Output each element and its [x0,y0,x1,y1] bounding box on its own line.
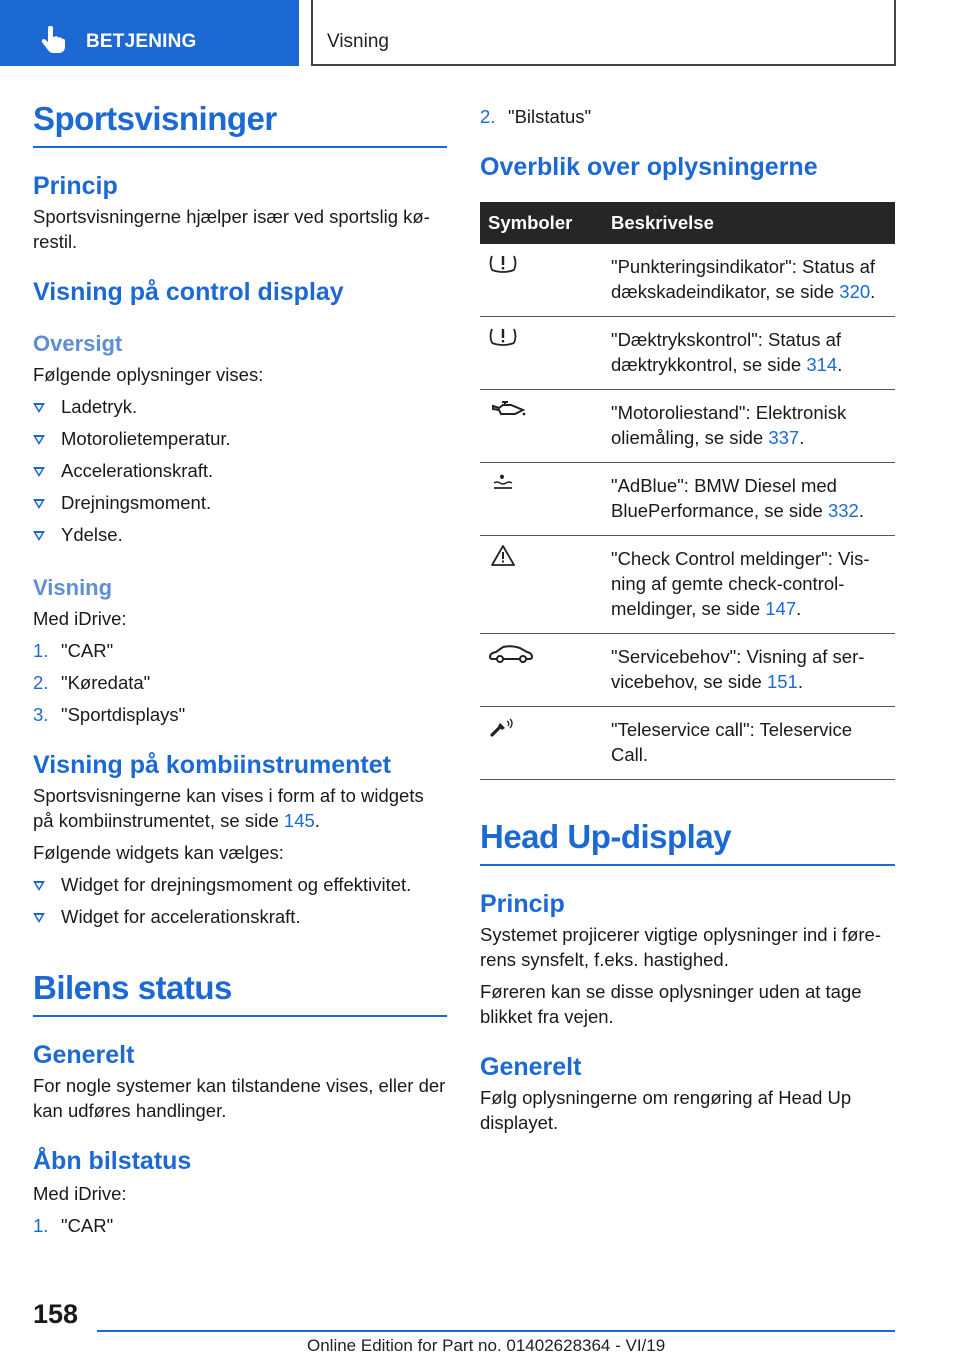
heading-generelt-hud: Generelt [480,1053,582,1081]
widget-list [33,872,447,929]
list-item: 3. "Sportdisplays" [33,704,186,725]
table-row: "Servicebehov": Visning af ser-vicebehov, se side 151. [480,634,895,707]
heading-visning: Visning [33,575,113,600]
oil-can-icon [486,398,530,422]
list-item: 1. "CAR" [33,640,114,661]
table-row: "Teleservice call": Teleservice Call. [480,707,895,780]
page-header [0,0,960,66]
paragraph-princip: Sportsvisningerne hjælper især ved sportslig kø-restil. [33,206,430,252]
paragraph-oversigt: Følgende oplysninger vises: [33,364,264,385]
footer-divider [97,1330,895,1332]
subsection-box [311,0,896,66]
paragraph-princip-hud-1: Systemet projicerer vigtige oplysninger ind i føre-rens synsfelt, f.eks. hastighed. [480,924,881,970]
heading-overblik: Overblik over oplysningerne [480,153,818,181]
list-item: Widget for accelerationskraft. [33,904,447,929]
visning-steps [33,638,447,727]
subsection-label: Visning [327,31,389,52]
bullet-triangle-icon [33,435,45,445]
right-column [480,104,895,1135]
list-item: 1. "CAR" [33,1215,114,1236]
bullet-triangle-icon [33,403,45,413]
page-ref-link[interactable]: 337 [768,427,800,448]
heading-kombiinstrument: Visning på kombiinstrumentet [33,751,391,779]
paragraph-idrive: Med iDrive: [33,608,127,629]
table-row: "Punkteringsindikator": Status af dækskadeindikator, se side 320. [480,244,895,317]
list-item: 2. "Køredata" [33,672,151,693]
table-row: "Check Control meldinger": Vis-ning af gemte check-control-meldinger, se side 147. [480,536,895,634]
heading-princip-hud: Princip [480,890,565,918]
section-tab-label: BETJENING [86,31,197,52]
teleservice-wrench-icon [486,715,520,739]
warning-triangle-icon [486,544,520,568]
paragraph-generelt: For nogle systemer kan tilstandene vises, eller der kan udføres handlinger. [33,1075,446,1121]
heading-oversigt: Oversigt [33,331,123,356]
paragraph-generelt-hud: Følg oplysningerne om rengøring af Head Up displayet. [480,1087,852,1133]
heading-generelt: Generelt [33,1041,135,1069]
heading-sportsvisninger: Sportsvisninger [33,100,447,148]
table-header-row [480,202,895,244]
heading-control-display: Visning på control display [33,278,344,306]
table-row: "Motoroliestand": Elektronisk oliemåling, se side 337. [480,390,895,463]
column-header-symbols: Symboler [480,202,611,244]
list-item: Widget for drejningsmoment og effektivitet. [33,872,447,897]
list-item: Ydelse. [33,522,447,547]
oversigt-list [33,394,447,547]
tire-pressure-icon [486,325,520,349]
heading-bilens-status: Bilens status [33,969,447,1017]
column-header-description: Beskrivelse [611,202,895,244]
list-item: Ladetryk. [33,394,447,419]
list-item: Motorolietemperatur. [33,426,447,451]
paragraph-princip-hud-2: Føreren kan se disse oplysninger uden at tage blikket fra vejen. [480,981,862,1027]
left-column [33,100,447,1238]
heading-head-up-display: Head Up-display [480,818,895,866]
section-tab [0,0,299,66]
edition-text: Online Edition for Part no. 01402628364 - VI/19 [307,1336,666,1355]
page-ref-link[interactable]: 314 [806,354,838,375]
aabn-steps [33,1213,447,1238]
status-symbols-table [480,202,895,780]
bullet-triangle-icon [33,499,45,509]
list-item: 2. "Bilstatus" [480,106,592,127]
paragraph-idrive-2: Med iDrive: [33,1183,127,1204]
bullet-triangle-icon [33,467,45,477]
page-number: 158 [33,1299,79,1329]
page-ref-link[interactable]: 332 [827,500,859,521]
car-service-icon [486,642,536,666]
paragraph-kombi: Sportsvisningerne kan vises i form af to widgets på kombiinstrumentet, se side 145. [33,785,424,831]
table-row: "AdBlue": BMW Diesel med BluePerformance, se side 332. [480,463,895,536]
tire-warning-icon [486,252,520,276]
bullet-triangle-icon [33,531,45,541]
adblue-icon [486,471,520,495]
page-ref-link[interactable]: 147 [765,598,797,619]
bullet-triangle-icon [33,913,45,923]
table-row: "Dæktrykskontrol": Status af dæktrykkontrol, se side 314. [480,317,895,390]
aabn-steps-continued [480,104,895,129]
list-item: Accelerationskraft. [33,458,447,483]
list-item: Drejningsmoment. [33,490,447,515]
page-ref-link[interactable]: 151 [766,671,798,692]
hand-pointer-icon [40,26,66,54]
paragraph-widgets: Følgende widgets kan vælges: [33,842,284,863]
page-ref-link[interactable]: 320 [839,281,871,302]
bullet-triangle-icon [33,881,45,891]
page-ref-link[interactable]: 145 [283,810,315,831]
heading-aabn-bilstatus: Åbn bilstatus [33,1147,192,1175]
heading-princip: Princip [33,172,118,200]
